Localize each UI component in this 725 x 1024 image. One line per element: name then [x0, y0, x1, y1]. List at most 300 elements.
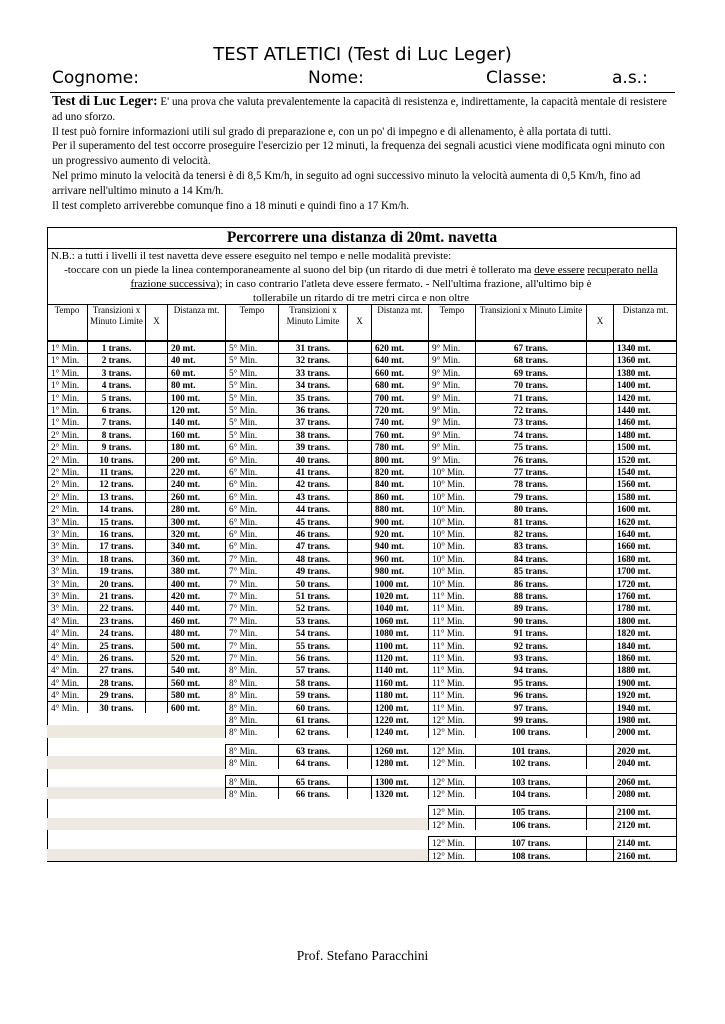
time-cell: 10° Min.: [428, 552, 475, 564]
check-cell[interactable]: [586, 663, 613, 675]
distance-cell: 1000 mt.: [371, 577, 428, 589]
note-underline-2: recuperato nella frazione successiva: [130, 264, 658, 290]
distance-cell: 520 mt.: [167, 651, 225, 663]
check-cell[interactable]: [145, 428, 167, 440]
distance-cell: 2100 mt.: [613, 805, 677, 817]
check-cell[interactable]: [347, 626, 371, 638]
col-trans-2: Transizioni x Minuto Limite: [278, 304, 347, 340]
distance-cell: 1100 mt.: [371, 639, 428, 651]
table-row: [47, 539, 677, 551]
transitions-cell: 61 trans.: [278, 713, 347, 725]
time-cell: 8° Min.: [225, 713, 278, 725]
transitions-cell: 97 trans.: [475, 701, 586, 713]
time-cell: 2° Min.: [47, 453, 87, 465]
transitions-cell: 6 trans.: [87, 403, 145, 415]
check-cell[interactable]: [586, 428, 613, 440]
transitions-cell: 45 trans.: [278, 515, 347, 527]
check-cell[interactable]: [586, 341, 613, 353]
check-cell[interactable]: [347, 477, 371, 489]
transitions-cell: 79 trans.: [475, 490, 586, 502]
time-cell: 5° Min.: [225, 415, 278, 427]
distance-cell: 1760 mt.: [613, 589, 677, 601]
transitions-cell: 99 trans.: [475, 713, 586, 725]
check-cell[interactable]: [347, 341, 371, 353]
distance-cell: 780 mt.: [371, 440, 428, 452]
transitions-cell: 60 trans.: [278, 701, 347, 713]
check-cell[interactable]: [145, 614, 167, 626]
check-cell[interactable]: [347, 539, 371, 551]
check-cell[interactable]: [586, 391, 613, 403]
note-underline-1: deve essere: [534, 264, 585, 276]
time-cell: 7° Min.: [225, 564, 278, 576]
check-cell[interactable]: [347, 614, 371, 626]
transitions-cell: 54 trans.: [278, 626, 347, 638]
check-cell[interactable]: [145, 378, 167, 390]
check-cell[interactable]: [586, 477, 613, 489]
check-cell[interactable]: [347, 378, 371, 390]
check-cell[interactable]: [347, 391, 371, 403]
check-cell[interactable]: [347, 428, 371, 440]
check-cell[interactable]: [347, 676, 371, 688]
table-row: [47, 577, 677, 589]
check-cell[interactable]: [347, 577, 371, 589]
surname-label: Cognome:: [52, 68, 139, 88]
transitions-cell: 108 trans.: [475, 849, 586, 861]
check-cell[interactable]: [586, 639, 613, 651]
check-cell[interactable]: [347, 490, 371, 502]
check-cell[interactable]: [145, 688, 167, 700]
transitions-cell: 101 trans.: [475, 744, 586, 756]
distance-cell: 2160 mt.: [613, 849, 677, 861]
distance-cell: 1980 mt.: [613, 713, 677, 725]
distance-cell: 360 mt.: [167, 552, 225, 564]
check-cell[interactable]: [347, 787, 371, 799]
transitions-cell: 36 trans.: [278, 403, 347, 415]
time-cell: 10° Min.: [428, 527, 475, 539]
transitions-cell: 106 trans.: [475, 818, 586, 830]
check-cell[interactable]: [145, 676, 167, 688]
notes: [51, 249, 671, 305]
distance-cell: 120 mt.: [167, 403, 225, 415]
time-cell: 10° Min.: [428, 490, 475, 502]
check-cell[interactable]: [145, 353, 167, 365]
distance-cell: 620 mt.: [371, 341, 428, 353]
time-cell: 9° Min.: [428, 428, 475, 440]
check-cell[interactable]: [145, 651, 167, 663]
time-cell: 2° Min.: [47, 428, 87, 440]
distance-cell: 340 mt.: [167, 539, 225, 551]
check-cell[interactable]: [347, 589, 371, 601]
time-cell: 4° Min.: [47, 701, 87, 713]
check-cell[interactable]: [145, 589, 167, 601]
transitions-cell: 68 trans.: [475, 353, 586, 365]
transitions-cell: 78 trans.: [475, 477, 586, 489]
transitions-cell: 34 trans.: [278, 378, 347, 390]
check-cell[interactable]: [586, 818, 613, 830]
check-cell[interactable]: [586, 552, 613, 564]
check-cell[interactable]: [586, 725, 613, 737]
transitions-cell: 43 trans.: [278, 490, 347, 502]
check-cell[interactable]: [145, 626, 167, 638]
distance-cell: 280 mt.: [167, 502, 225, 514]
transitions-cell: 86 trans.: [475, 577, 586, 589]
table-row: [47, 651, 677, 663]
time-cell: 5° Min.: [225, 341, 278, 353]
transitions-cell: 53 trans.: [278, 614, 347, 626]
transitions-cell: 47 trans.: [278, 539, 347, 551]
time-cell: 3° Min.: [47, 577, 87, 589]
time-cell: 10° Min.: [428, 465, 475, 477]
check-cell[interactable]: [145, 552, 167, 564]
check-cell[interactable]: [586, 626, 613, 638]
time-cell: 10° Min.: [428, 539, 475, 551]
distance-cell: 1720 mt.: [613, 577, 677, 589]
distance-cell: 2040 mt.: [613, 756, 677, 768]
distance-cell: 1380 mt.: [613, 366, 677, 378]
check-cell[interactable]: [145, 701, 167, 713]
distance-cell: 140 mt.: [167, 415, 225, 427]
distance-cell: 1620 mt.: [613, 515, 677, 527]
table-row: [47, 440, 677, 452]
time-cell: 9° Min.: [428, 403, 475, 415]
distance-cell: 600 mt.: [167, 701, 225, 713]
transitions-cell: 32 trans.: [278, 353, 347, 365]
transitions-cell: 104 trans.: [475, 787, 586, 799]
time-cell: 12° Min.: [428, 775, 475, 787]
check-cell[interactable]: [347, 366, 371, 378]
time-cell: 1° Min.: [47, 353, 87, 365]
time-cell: 1° Min.: [47, 366, 87, 378]
distance-cell: 380 mt.: [167, 564, 225, 576]
table-row: [47, 353, 677, 365]
transitions-cell: 52 trans.: [278, 601, 347, 613]
distance-cell: 1580 mt.: [613, 490, 677, 502]
check-cell[interactable]: [347, 502, 371, 514]
transitions-cell: 10 trans.: [87, 453, 145, 465]
transitions-cell: 17 trans.: [87, 539, 145, 551]
time-cell: 3° Min.: [47, 539, 87, 551]
transitions-cell: 75 trans.: [475, 440, 586, 452]
check-cell[interactable]: [586, 465, 613, 477]
distance-cell: 1020 mt.: [371, 589, 428, 601]
check-cell[interactable]: [586, 601, 613, 613]
distance-cell: 700 mt.: [371, 391, 428, 403]
distance-cell: 1340 mt.: [613, 341, 677, 353]
check-cell[interactable]: [145, 391, 167, 403]
check-cell[interactable]: [347, 564, 371, 576]
check-cell[interactable]: [586, 713, 613, 725]
check-cell[interactable]: [347, 601, 371, 613]
distance-cell: 80 mt.: [167, 378, 225, 390]
time-cell: 4° Min.: [47, 614, 87, 626]
check-cell[interactable]: [347, 453, 371, 465]
table-row: [47, 564, 677, 576]
check-cell[interactable]: [586, 676, 613, 688]
check-cell[interactable]: [586, 836, 613, 848]
time-cell: 4° Min.: [47, 688, 87, 700]
transitions-cell: 89 trans.: [475, 601, 586, 613]
time-cell: 4° Min.: [47, 676, 87, 688]
transitions-cell: 71 trans.: [475, 391, 586, 403]
time-cell: 9° Min.: [428, 453, 475, 465]
distance-cell: 500 mt.: [167, 639, 225, 651]
time-cell: 3° Min.: [47, 527, 87, 539]
check-cell[interactable]: [347, 725, 371, 737]
student-fields: [50, 68, 675, 93]
check-cell[interactable]: [586, 805, 613, 817]
time-cell: 2° Min.: [47, 490, 87, 502]
check-cell[interactable]: [586, 502, 613, 514]
time-cell: 12° Min.: [428, 849, 475, 861]
col-x-3: X: [586, 304, 613, 340]
transitions-cell: 26 trans.: [87, 651, 145, 663]
table-row: [47, 515, 677, 527]
table-row: [47, 663, 677, 675]
table-row: [47, 366, 677, 378]
time-cell: 5° Min.: [225, 428, 278, 440]
check-cell[interactable]: [347, 552, 371, 564]
col-dist-3: Distanza mt.: [613, 304, 677, 340]
transitions-cell: 44 trans.: [278, 502, 347, 514]
time-cell: 5° Min.: [225, 403, 278, 415]
time-cell: 12° Min.: [428, 818, 475, 830]
check-cell[interactable]: [586, 849, 613, 861]
check-cell[interactable]: [145, 601, 167, 613]
time-cell: 9° Min.: [428, 440, 475, 452]
check-cell[interactable]: [145, 577, 167, 589]
distance-cell: 760 mt.: [371, 428, 428, 440]
distance-cell: 960 mt.: [371, 552, 428, 564]
check-cell[interactable]: [586, 453, 613, 465]
time-cell: 2° Min.: [47, 502, 87, 514]
distance-cell: 160 mt.: [167, 428, 225, 440]
distance-cell: 260 mt.: [167, 490, 225, 502]
check-cell[interactable]: [586, 564, 613, 576]
check-cell[interactable]: [347, 701, 371, 713]
check-cell[interactable]: [586, 353, 613, 365]
transitions-cell: 91 trans.: [475, 626, 586, 638]
distance-cell: 1860 mt.: [613, 651, 677, 663]
distance-cell: 180 mt.: [167, 440, 225, 452]
distance-cell: 1600 mt.: [613, 502, 677, 514]
check-cell[interactable]: [145, 639, 167, 651]
distance-cell: 1480 mt.: [613, 428, 677, 440]
distance-cell: 560 mt.: [167, 676, 225, 688]
transitions-cell: 107 trans.: [475, 836, 586, 848]
transitions-cell: 24 trans.: [87, 626, 145, 638]
distance-cell: 420 mt.: [167, 589, 225, 601]
table-row: [47, 453, 677, 465]
time-cell: 12° Min.: [428, 756, 475, 768]
col-x-2: X: [347, 304, 371, 340]
time-cell: 5° Min.: [225, 391, 278, 403]
transitions-cell: 83 trans.: [475, 539, 586, 551]
check-cell[interactable]: [347, 527, 371, 539]
intro-line-2: Il test può fornire informazioni utili sul grado di preparazione e, con un po' di impegno e di allenamento, è alla portata di tutti.: [52, 125, 611, 138]
table-row: [47, 527, 677, 539]
distance-cell: 1840 mt.: [613, 639, 677, 651]
distance-cell: 1800 mt.: [613, 614, 677, 626]
transitions-cell: 74 trans.: [475, 428, 586, 440]
col-trans-1: Transizioni x Minuto Limite: [87, 304, 145, 340]
check-cell[interactable]: [145, 539, 167, 551]
time-cell: 6° Min.: [225, 515, 278, 527]
time-cell: 2° Min.: [47, 465, 87, 477]
distance-cell: 220 mt.: [167, 465, 225, 477]
transitions-cell: 77 trans.: [475, 465, 586, 477]
distance-cell: 1140 mt.: [371, 663, 428, 675]
col-tempo-3: Tempo: [428, 304, 475, 340]
transitions-cell: 4 trans.: [87, 378, 145, 390]
transitions-cell: 81 trans.: [475, 515, 586, 527]
check-cell[interactable]: [586, 539, 613, 551]
check-cell[interactable]: [145, 403, 167, 415]
check-cell[interactable]: [145, 663, 167, 675]
distance-cell: 440 mt.: [167, 601, 225, 613]
distance-cell: 1360 mt.: [613, 353, 677, 365]
check-cell[interactable]: [145, 453, 167, 465]
check-cell[interactable]: [347, 353, 371, 365]
time-cell: 9° Min.: [428, 353, 475, 365]
distance-cell: 1440 mt.: [613, 403, 677, 415]
distance-cell: 1120 mt.: [371, 651, 428, 663]
col-x-1: X: [145, 304, 167, 340]
transitions-cell: 72 trans.: [475, 403, 586, 415]
distance-cell: 40 mt.: [167, 353, 225, 365]
check-cell[interactable]: [145, 366, 167, 378]
check-cell[interactable]: [586, 403, 613, 415]
distance-cell: 1460 mt.: [613, 415, 677, 427]
transitions-cell: 93 trans.: [475, 651, 586, 663]
time-cell: 7° Min.: [225, 651, 278, 663]
time-cell: 11° Min.: [428, 639, 475, 651]
transitions-cell: 5 trans.: [87, 391, 145, 403]
check-cell[interactable]: [586, 787, 613, 799]
check-cell[interactable]: [145, 564, 167, 576]
check-cell[interactable]: [347, 515, 371, 527]
check-cell[interactable]: [145, 527, 167, 539]
check-cell[interactable]: [586, 527, 613, 539]
check-cell[interactable]: [347, 713, 371, 725]
table-row: [47, 688, 677, 700]
transitions-cell: 20 trans.: [87, 577, 145, 589]
transitions-cell: 57 trans.: [278, 663, 347, 675]
transitions-cell: 49 trans.: [278, 564, 347, 576]
check-cell[interactable]: [586, 577, 613, 589]
table-row: [47, 378, 677, 390]
check-cell[interactable]: [586, 490, 613, 502]
time-cell: 6° Min.: [225, 539, 278, 551]
check-cell[interactable]: [145, 465, 167, 477]
check-cell[interactable]: [347, 415, 371, 427]
check-cell[interactable]: [347, 688, 371, 700]
check-cell[interactable]: [586, 366, 613, 378]
check-cell[interactable]: [586, 440, 613, 452]
table-row: [47, 744, 677, 756]
check-cell[interactable]: [347, 756, 371, 768]
transitions-cell: 63 trans.: [278, 744, 347, 756]
intro-line-5: Il test completo arriverebbe comunque fino a 18 minuti e quindi fino a 17 Km/h.: [52, 199, 410, 212]
time-cell: 7° Min.: [225, 601, 278, 613]
distance-cell: 480 mt.: [167, 626, 225, 638]
check-cell[interactable]: [586, 775, 613, 787]
intro-line-3: Per il superamento del test occorre proseguire l'esercizio per 12 minuti, la frequenza dei segnali acustici viene modificata ogni minuto con un progressivo aumento di velocità.: [52, 140, 665, 168]
check-cell[interactable]: [145, 341, 167, 353]
time-cell: 12° Min.: [428, 787, 475, 799]
table-row: [47, 490, 677, 502]
check-cell[interactable]: [145, 477, 167, 489]
check-cell[interactable]: [347, 440, 371, 452]
time-cell: 9° Min.: [428, 366, 475, 378]
check-cell[interactable]: [347, 775, 371, 787]
table-row: [47, 805, 677, 817]
col-tempo-2: Tempo: [225, 304, 278, 340]
check-cell[interactable]: [145, 415, 167, 427]
check-cell[interactable]: [145, 502, 167, 514]
time-cell: 8° Min.: [225, 756, 278, 768]
check-cell[interactable]: [586, 378, 613, 390]
time-cell: 9° Min.: [428, 391, 475, 403]
time-cell: 11° Min.: [428, 626, 475, 638]
check-cell[interactable]: [586, 756, 613, 768]
time-cell: 9° Min.: [428, 341, 475, 353]
distance-cell: 1640 mt.: [613, 527, 677, 539]
time-cell: 11° Min.: [428, 589, 475, 601]
check-cell[interactable]: [586, 744, 613, 756]
time-cell: 9° Min.: [428, 378, 475, 390]
transitions-cell: 96 trans.: [475, 688, 586, 700]
check-cell[interactable]: [586, 701, 613, 713]
distance-cell: 300 mt.: [167, 515, 225, 527]
table-row: [47, 614, 677, 626]
transitions-cell: 105 trans.: [475, 805, 586, 817]
transitions-cell: 85 trans.: [475, 564, 586, 576]
distance-cell: 240 mt.: [167, 477, 225, 489]
check-cell[interactable]: [586, 415, 613, 427]
footer-signature: Prof. Stefano Paracchini: [296, 948, 429, 963]
transitions-cell: 12 trans.: [87, 477, 145, 489]
check-cell[interactable]: [347, 651, 371, 663]
check-cell[interactable]: [347, 403, 371, 415]
check-cell[interactable]: [586, 515, 613, 527]
check-cell[interactable]: [347, 744, 371, 756]
check-cell[interactable]: [586, 688, 613, 700]
col-tempo-1: Tempo: [54, 305, 80, 315]
check-cell[interactable]: [145, 440, 167, 452]
time-cell: 12° Min.: [428, 744, 475, 756]
col-trans-3: Transizioni x Minuto Limite: [475, 304, 586, 340]
time-cell: 1° Min.: [47, 391, 87, 403]
distance-cell: 1040 mt.: [371, 601, 428, 613]
check-cell[interactable]: [586, 651, 613, 663]
distance-cell: 20 mt.: [167, 341, 225, 353]
time-cell: 12° Min.: [428, 805, 475, 817]
distance-cell: 1280 mt.: [371, 756, 428, 768]
check-cell[interactable]: [145, 490, 167, 502]
check-cell[interactable]: [347, 465, 371, 477]
distance-cell: 1180 mt.: [371, 688, 428, 700]
transitions-cell: 40 trans.: [278, 453, 347, 465]
transitions-cell: 95 trans.: [475, 676, 586, 688]
check-cell[interactable]: [586, 614, 613, 626]
transitions-cell: 92 trans.: [475, 639, 586, 651]
distance-cell: 1940 mt.: [613, 701, 677, 713]
distance-cell: 1540 mt.: [613, 465, 677, 477]
check-cell[interactable]: [145, 515, 167, 527]
check-cell[interactable]: [586, 589, 613, 601]
check-cell[interactable]: [347, 639, 371, 651]
check-cell[interactable]: [347, 663, 371, 675]
